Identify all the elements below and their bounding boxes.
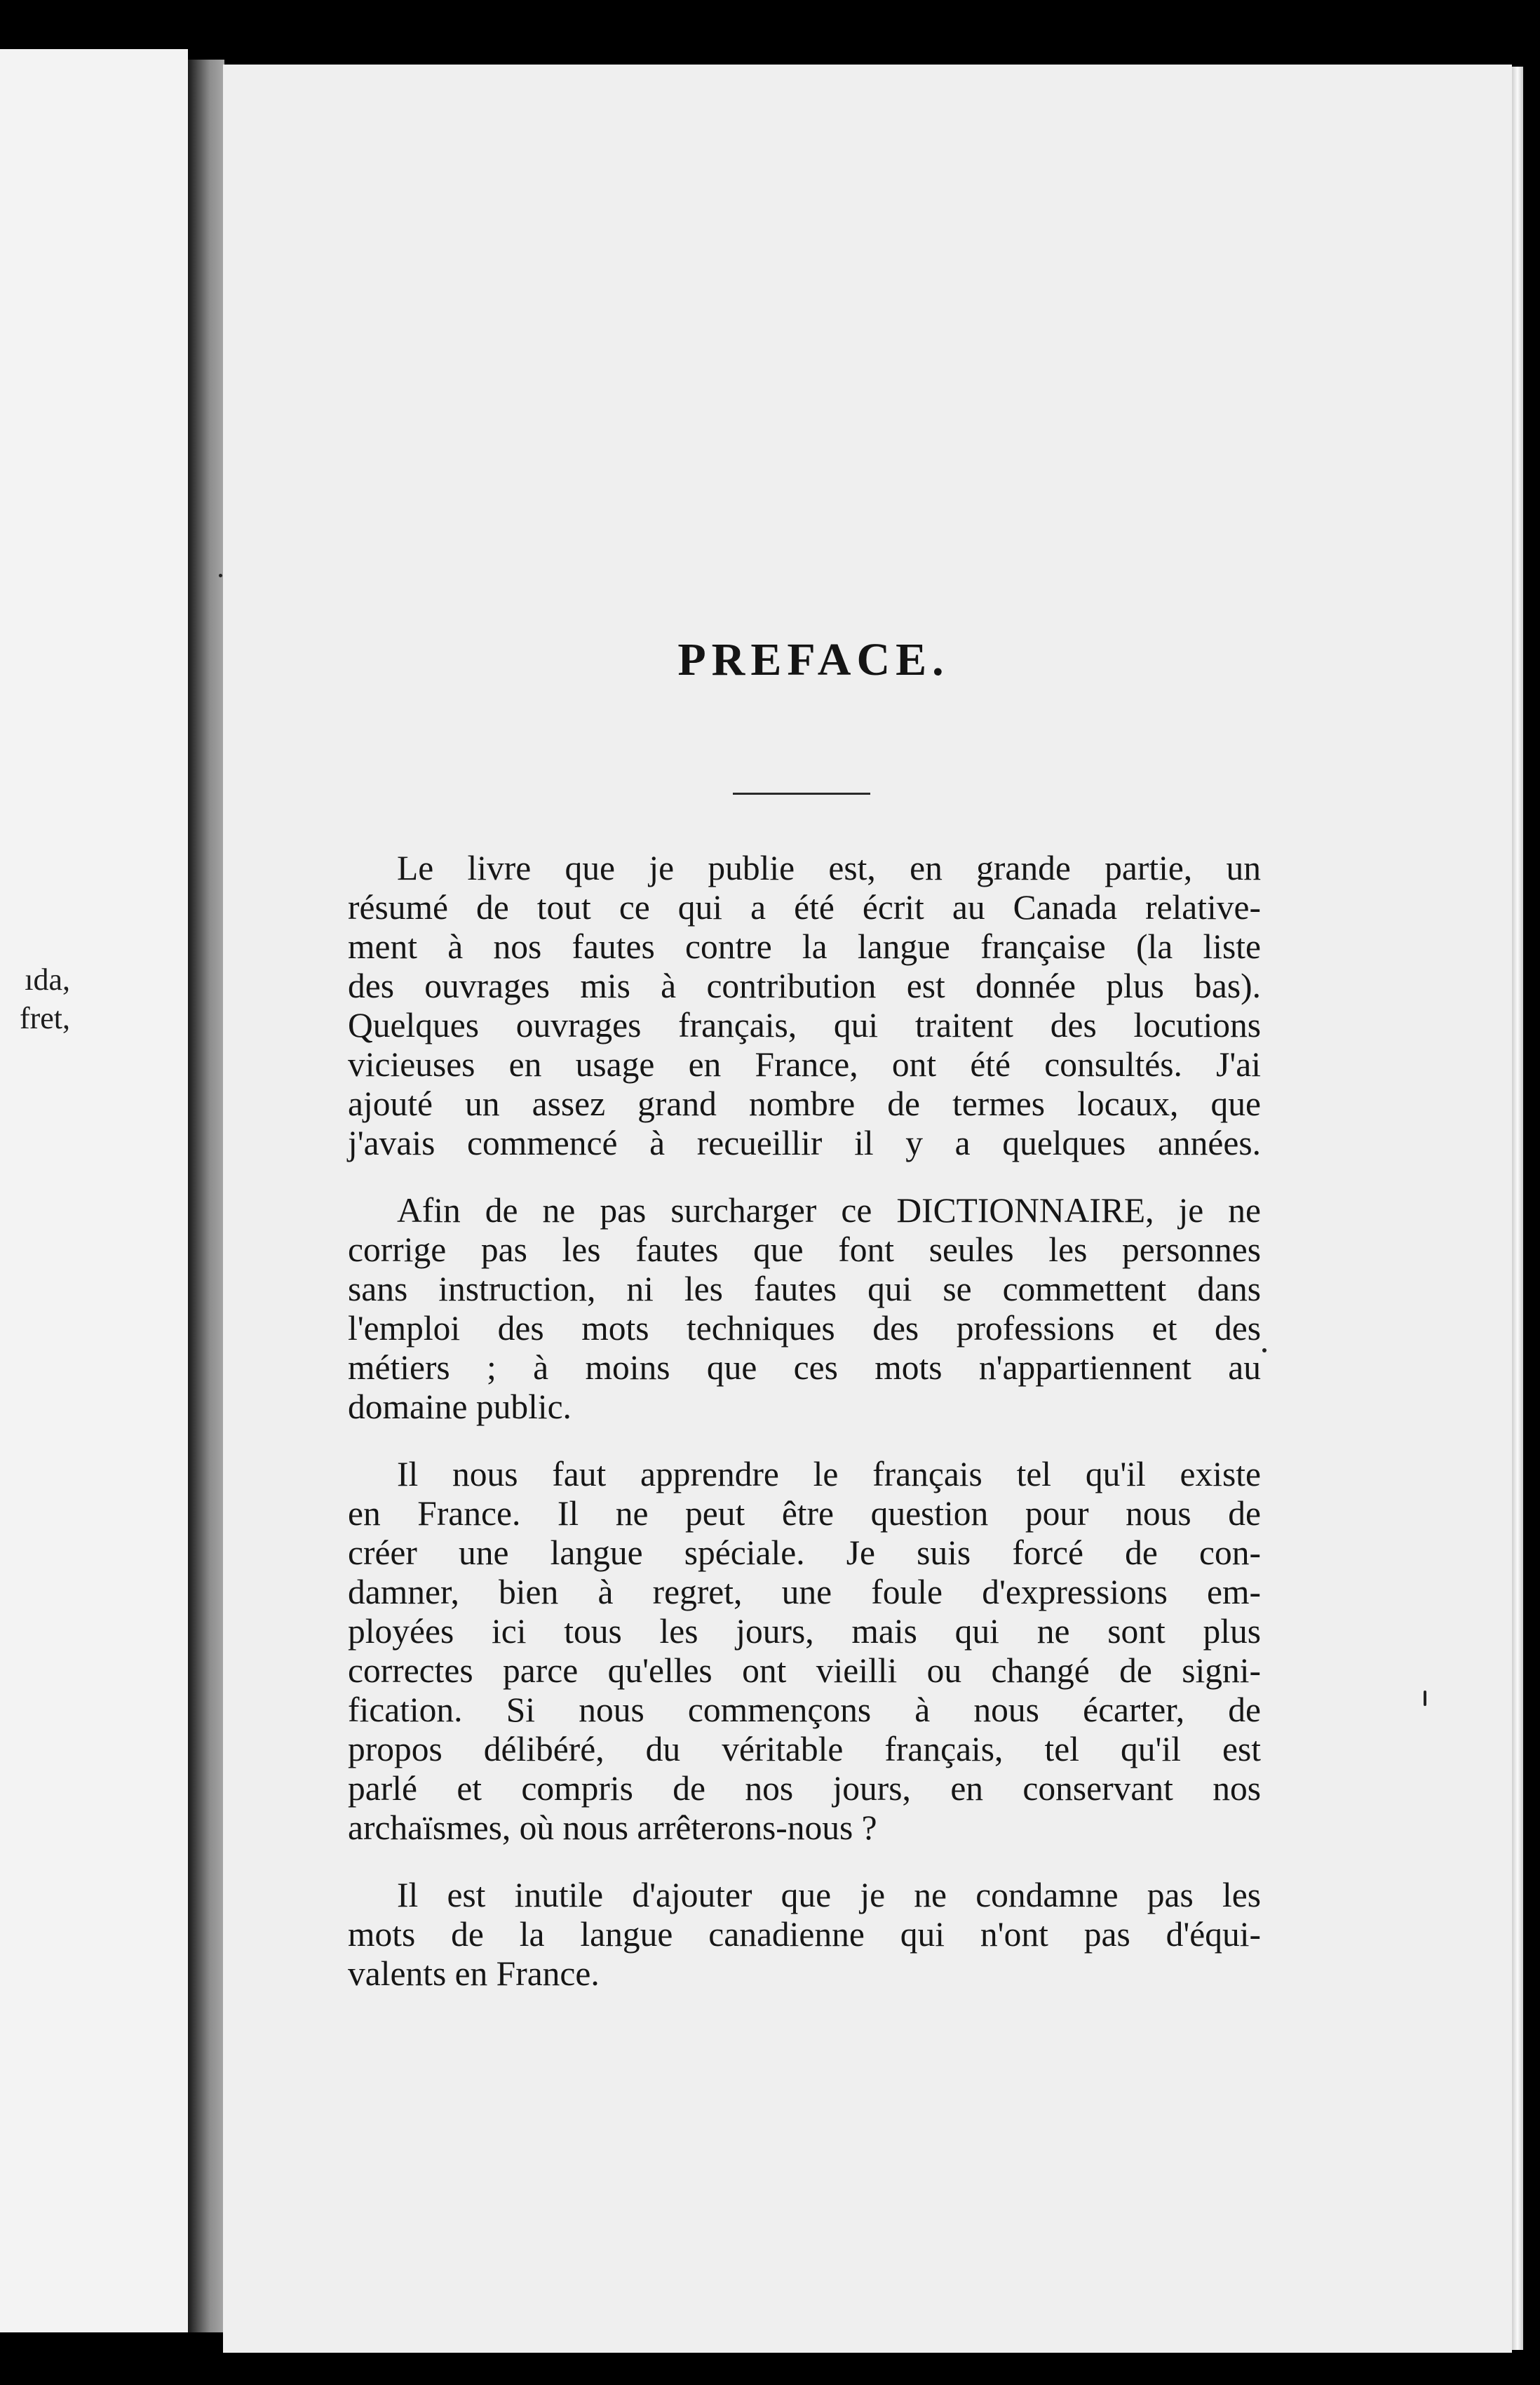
text-line: Le livre que je publie est, en grande partie, un xyxy=(397,849,1261,887)
text-line: parlé et compris de nos jours, en conservant nos xyxy=(348,1769,1261,1808)
paragraph xyxy=(348,1876,1261,1994)
text-line: domaine public. xyxy=(348,1388,572,1426)
text-line: ajouté un assez grand nombre de termes locaux, que xyxy=(348,1084,1261,1123)
text-line: mots de la langue canadienne qui n'ont pas d'équi- xyxy=(348,1915,1261,1954)
page-title: PREFACE. xyxy=(677,634,950,685)
text-line: créer une langue spéciale. Je suis forcé de con- xyxy=(348,1533,1261,1572)
text-line: Il nous faut apprendre le français tel qu'il existe xyxy=(397,1455,1261,1493)
text-line: fication. Si nous commençons à nous écarter, de xyxy=(348,1691,1261,1729)
title-rule xyxy=(733,793,870,795)
text-line: damner, bien à regret, une foule d'expressions em- xyxy=(348,1573,1261,1611)
text-line: valents en France. xyxy=(348,1954,600,1993)
text-line: sans instruction, ni les fautes qui se commettent dans xyxy=(348,1270,1261,1308)
text-line: archaïsmes, où nous arrêterons-nous ? xyxy=(348,1808,877,1847)
text-line: en France. Il ne peut être question pour nous de xyxy=(348,1494,1261,1533)
left-facing-page xyxy=(0,49,188,2332)
text-line: métiers ; à moins que ces mots n'appartiennent au xyxy=(348,1348,1261,1387)
paragraph xyxy=(348,1191,1261,1427)
ink-speck xyxy=(219,574,222,577)
left-page-fragment: ıda, xyxy=(25,962,70,997)
text-line: Afin de ne pas surcharger ce DICTIONNAIRE, je ne xyxy=(397,1191,1261,1230)
text-line: correctes parce qu'elles ont vieilli ou changé de signi- xyxy=(348,1651,1261,1690)
text-line: vicieuses en usage en France, ont été consultés. J'ai xyxy=(348,1045,1261,1084)
text-line: l'emploi des mots techniques des professions et des xyxy=(348,1309,1261,1348)
ink-speck xyxy=(1424,1691,1426,1706)
text-line: Il est inutile d'ajouter que je ne condamne pas les xyxy=(397,1876,1261,1914)
book-gutter xyxy=(188,60,224,2332)
left-page-fragment: fret, xyxy=(19,1001,70,1035)
text-line: j'avais commencé à recueillir il y a quelques années. xyxy=(348,1124,1261,1162)
text-line: propos délibéré, du véritable français, tel qu'il est xyxy=(348,1730,1261,1768)
text-line: corrige pas les fautes que font seules les personnes xyxy=(348,1230,1261,1269)
preface-body xyxy=(348,849,1261,1994)
text-line: ployées ici tous les jours, mais qui ne sont plus xyxy=(348,1612,1261,1651)
paragraph xyxy=(348,1455,1261,1848)
text-line: résumé de tout ce qui a été écrit au Canada relative- xyxy=(348,888,1261,927)
ink-speck xyxy=(1262,1348,1267,1352)
text-line: ment à nos fautes contre la langue française (la liste xyxy=(348,927,1261,966)
text-line: Quelques ouvrages français, qui traitent des locutions xyxy=(348,1006,1261,1044)
paragraph xyxy=(348,849,1261,1163)
page-edge xyxy=(1512,67,1523,2350)
text-line: des ouvrages mis à contribution est donnée plus bas). xyxy=(348,967,1261,1005)
